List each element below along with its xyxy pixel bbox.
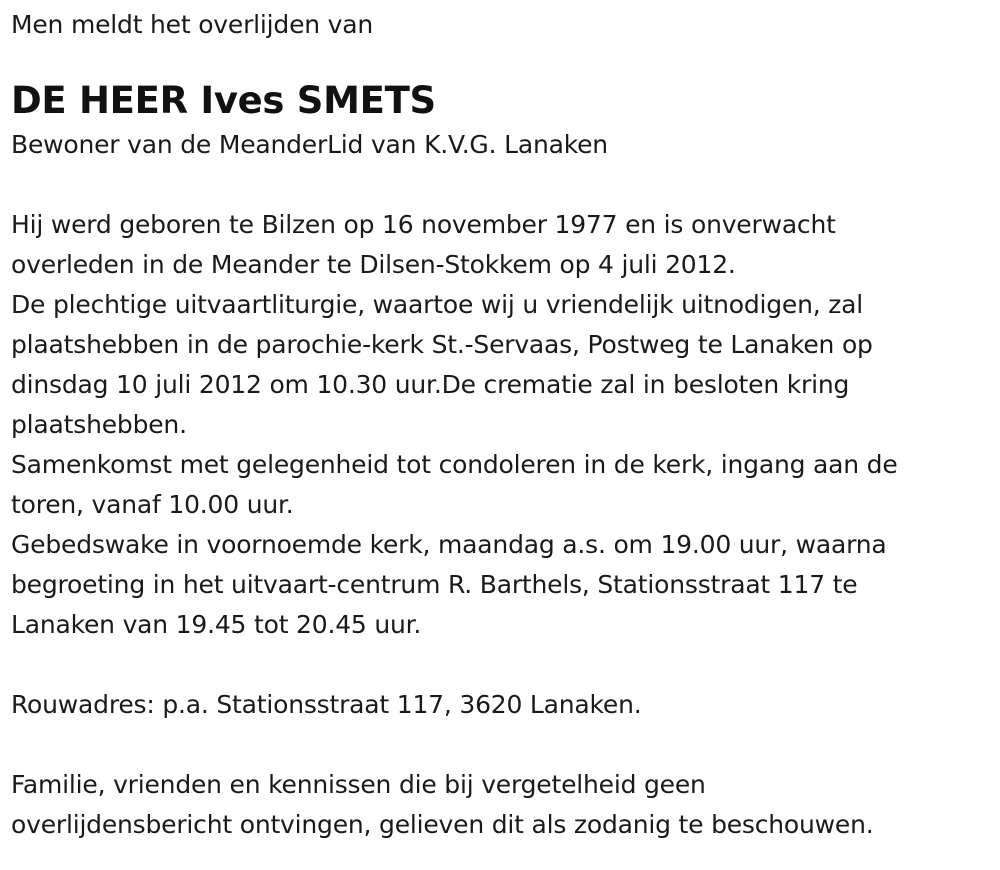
spacer [11,645,991,685]
closing-line: Familie, vrienden en kennissen die bij vergetelheid geen [11,770,706,799]
body-line: De plechtige uitvaartliturgie, waartoe wij u vriendelijk uitnodigen, zal [11,290,864,319]
spacer [11,725,991,765]
body-line: Hij werd geboren te Bilzen op 16 november 1977 en is onverwacht [11,210,836,239]
body-line: dinsdag 10 juli 2012 om 10.30 uur.De crematie zal in besloten kring [11,370,850,399]
deceased-subtitle: Bewoner van de MeanderLid van K.V.G. Lanaken [11,130,608,159]
body-line: plaatshebben in de parochie-kerk St.-Servaas, Postweg te Lanaken op [11,330,873,359]
deceased-name: DE HEER Ives SMETS [11,79,436,122]
body-line: begroeting in het uitvaart-centrum R. Barthels, Stationsstraat 117 te [11,570,858,599]
closing-paragraph [11,765,991,845]
mourning-address: Rouwadres: p.a. Stationsstraat 117, 3620 Lanaken. [11,690,642,719]
body-line: overleden in de Meander te Dilsen-Stokkem op 4 juli 2012. [11,250,736,279]
intro-text: Men meldt het overlijden van [11,10,374,39]
body-line: plaatshebben. [11,410,187,439]
spacer [11,165,991,205]
body-line: Lanaken van 19.45 tot 20.45 uur. [11,610,422,639]
obituary-notice [11,0,991,845]
body-line: toren, vanaf 10.00 uur. [11,490,294,519]
body-paragraph [11,205,991,645]
closing-line: overlijdensbericht ontvingen, gelieven dit als zodanig te beschouwen. [11,810,874,839]
body-line: Gebedswake in voornoemde kerk, maandag a.s. om 19.00 uur, waarna [11,530,887,559]
body-line: Samenkomst met gelegenheid tot condoleren in de kerk, ingang aan de [11,450,898,479]
